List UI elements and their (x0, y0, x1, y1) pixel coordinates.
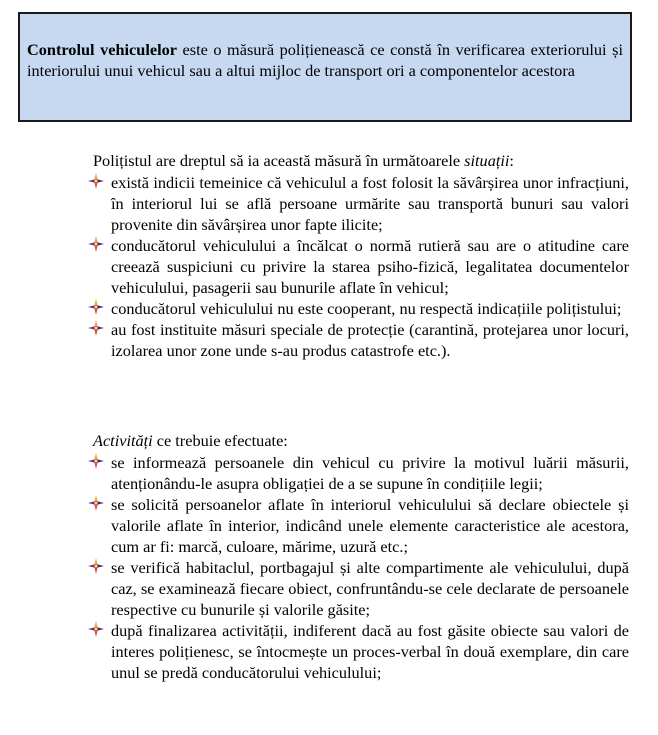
activities-intro-suffix: ce trebuie efectuate: (152, 431, 288, 450)
list-item-text: conducătorul vehiculului nu este cooperant, nu respectă indicațiile polițistului; (111, 299, 622, 318)
list-item (88, 319, 629, 361)
activities-section (88, 430, 629, 683)
list-item-text: conducătorul vehiculului a încălcat o normă rutieră sau are o atitudine care creează suspiciuni cu privire la starea psiho-fizică, legalitatea documentelor vehiculului, pasagerii sau bunurile aflate în vehicul; (111, 236, 629, 297)
four-point-star-bullet-icon (88, 558, 104, 574)
list-item (88, 298, 629, 319)
list-item-text: au fost instituite măsuri speciale de protecție (carantină, protejarea unor locuri, izolarea unor zone unde s-au produs catastrofe etc.). (111, 320, 629, 360)
four-point-star-bullet-icon (88, 453, 104, 469)
activities-list (88, 452, 629, 683)
list-item-text: se informează persoanele din vehicul cu privire la motivul luării măsurii, atenționându-le asupra obligației de a se supune în condițiile legii; (111, 453, 629, 493)
list-item (88, 494, 629, 557)
four-point-star-bullet-icon (88, 495, 104, 511)
definition-box (18, 12, 632, 122)
situations-list (88, 172, 629, 361)
list-item (88, 235, 629, 298)
situations-intro-emphasis: situații (464, 151, 510, 170)
four-point-star-bullet-icon (88, 236, 104, 252)
list-item (88, 620, 629, 683)
definition-term: Controlul vehiculelor (27, 40, 177, 59)
list-item (88, 452, 629, 494)
four-point-star-bullet-icon (88, 621, 104, 637)
four-point-star-bullet-icon (88, 320, 104, 336)
definition-text: este o măsură polițienească ce constă în verificarea exteriorului și interiorului unui vehicul sau a altui mijloc de transport ori a componentelor acestora (27, 40, 623, 80)
situations-intro (88, 150, 629, 171)
four-point-star-bullet-icon (88, 299, 104, 315)
list-item-text: se solicită persoanelor aflate în interiorul vehiculului să declare obiectele și valorile aflate în interior, indicând unele elemente caracteristice ale acestora, cum ar fi: marcă, culoare, mărime, uzură etc.; (111, 495, 629, 556)
activities-intro-emphasis: Activități (93, 431, 153, 450)
situations-intro-prefix: Polițistul are dreptul să ia această măsură în următoarele (93, 151, 465, 170)
situations-intro-suffix: : (509, 151, 514, 170)
list-item (88, 172, 629, 235)
activities-intro (88, 430, 629, 451)
list-item-text: se verifică habitaclul, portbagajul și alte compartimente ale vehiculului, după caz, se examinează fiecare obiect, confruntându-se cele declarate de persoanele respective cu bunurile și valorile găsite; (111, 558, 629, 619)
list-item-text: există indicii temeinice că vehiculul a fost folosit la săvârșirea unor infracțiuni, în interiorul lui se află persoane urmărite sau transportă bunuri sau valori provenite din săvârșirea unor fapte ilicite; (111, 173, 629, 234)
four-point-star-bullet-icon (88, 173, 104, 189)
list-item (88, 557, 629, 620)
list-item-text: după finalizarea activității, indiferent dacă au fost găsite obiecte sau valori de interes polițienesc, se întocmește un proces-verbal în două exemplare, din care unul se predă conducătorului vehiculului; (111, 621, 629, 682)
situations-section (88, 150, 629, 361)
